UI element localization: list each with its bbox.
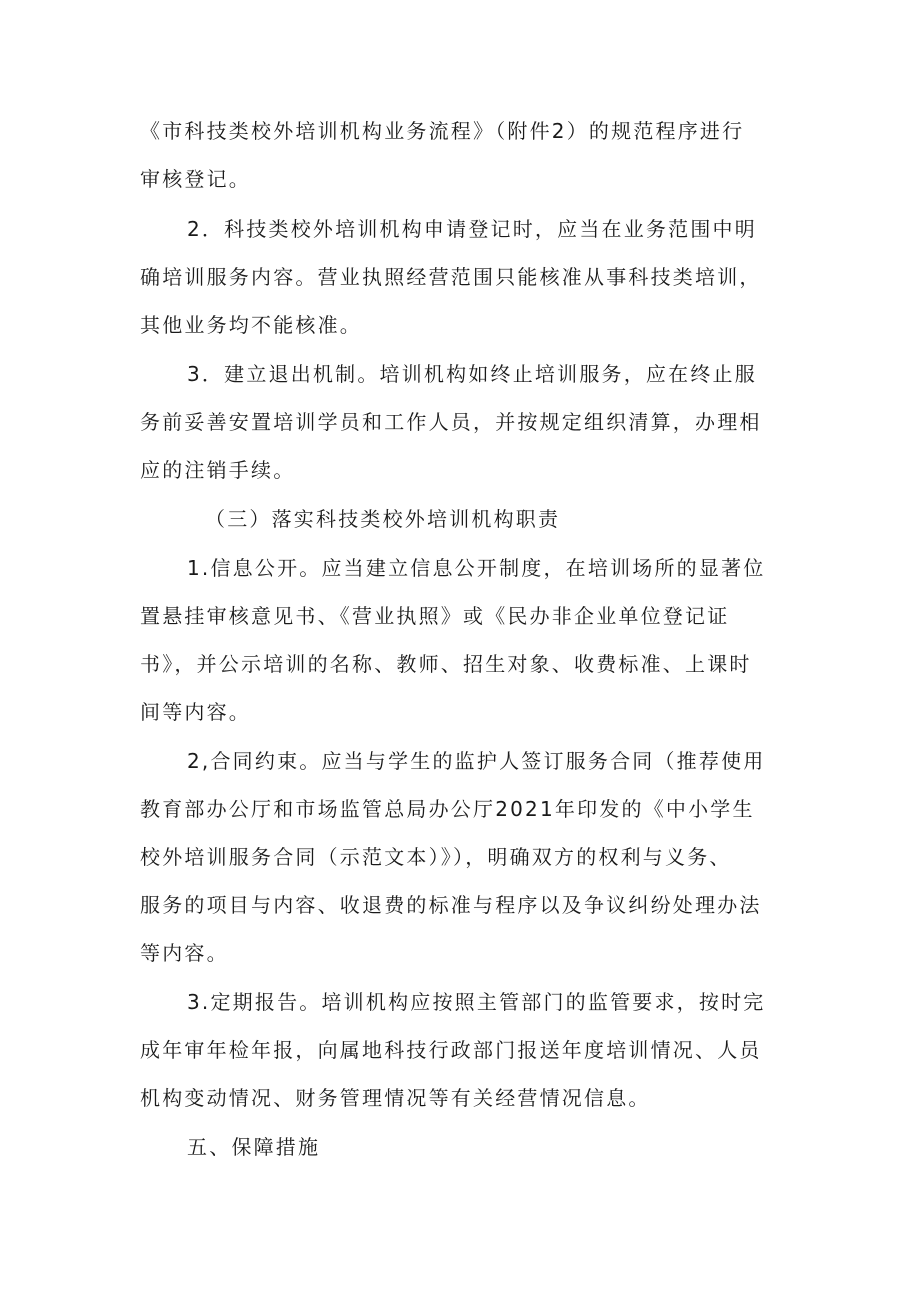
text-line: 机构变动情况、财务管理情况等有关经营情况信息。 xyxy=(140,1086,651,1110)
text-line: 置悬挂审核意见书、《营业执照》或《民办非企业单位登记证 xyxy=(140,604,730,628)
text-line: 成年审年检年报，向属地科技行政部门报送年度培训情况、人员 xyxy=(140,1038,762,1062)
text-line: 2,合同约束。应当与学生的监护人签订服务合同（推荐使用 xyxy=(187,749,766,773)
text-line: 审核登记。 xyxy=(140,167,251,191)
text-line: 2．科技类校外培训机构申请登记时，应当在业务范围中明 xyxy=(187,217,757,241)
text-line: 服务的项目与内容、收退费的标准与程序以及争议纠纷处理办法 xyxy=(140,893,762,917)
text-line: 间等内容。 xyxy=(140,700,251,724)
text-line: 书》，并公示培训的名称、教师、招生对象、收费标准、上课时 xyxy=(140,652,752,676)
section-heading: （三）落实科技类校外培训机构职责 xyxy=(205,507,561,531)
text-line: 其他业务均不能核准。 xyxy=(140,313,362,337)
text-line: 等内容。 xyxy=(140,941,229,965)
text-line: 3.定期报告。培训机构应按照主管部门的监管要求，按时完 xyxy=(187,990,766,1014)
text-line: 1.信息公开。应当建立信息公开制度，在培训场所的显著位 xyxy=(187,556,766,580)
text-line: 务前妥善安置培训学员和工作人员，并按规定组织清算，办理相 xyxy=(140,410,762,434)
text-line: 《市科技类校外培训机构业务流程》（附件2）的规范程序进行 xyxy=(140,119,745,143)
text-line: 应的注销手续。 xyxy=(140,458,296,482)
text-line: 确培训服务内容。营业执照经营范围只能核准从事科技类培训， xyxy=(140,265,762,289)
text-line: 3．建立退出机制。培训机构如终止培训服务，应在终止服 xyxy=(187,362,757,386)
section-heading: 五、保障措施 xyxy=(187,1135,321,1159)
text-line: 校外培训服务合同（示范文本）》），明确双方的权利与义务、 xyxy=(140,845,732,869)
text-line: 教育部办公厅和市场监管总局办公厅2021年印发的《中小学生 xyxy=(140,797,755,821)
